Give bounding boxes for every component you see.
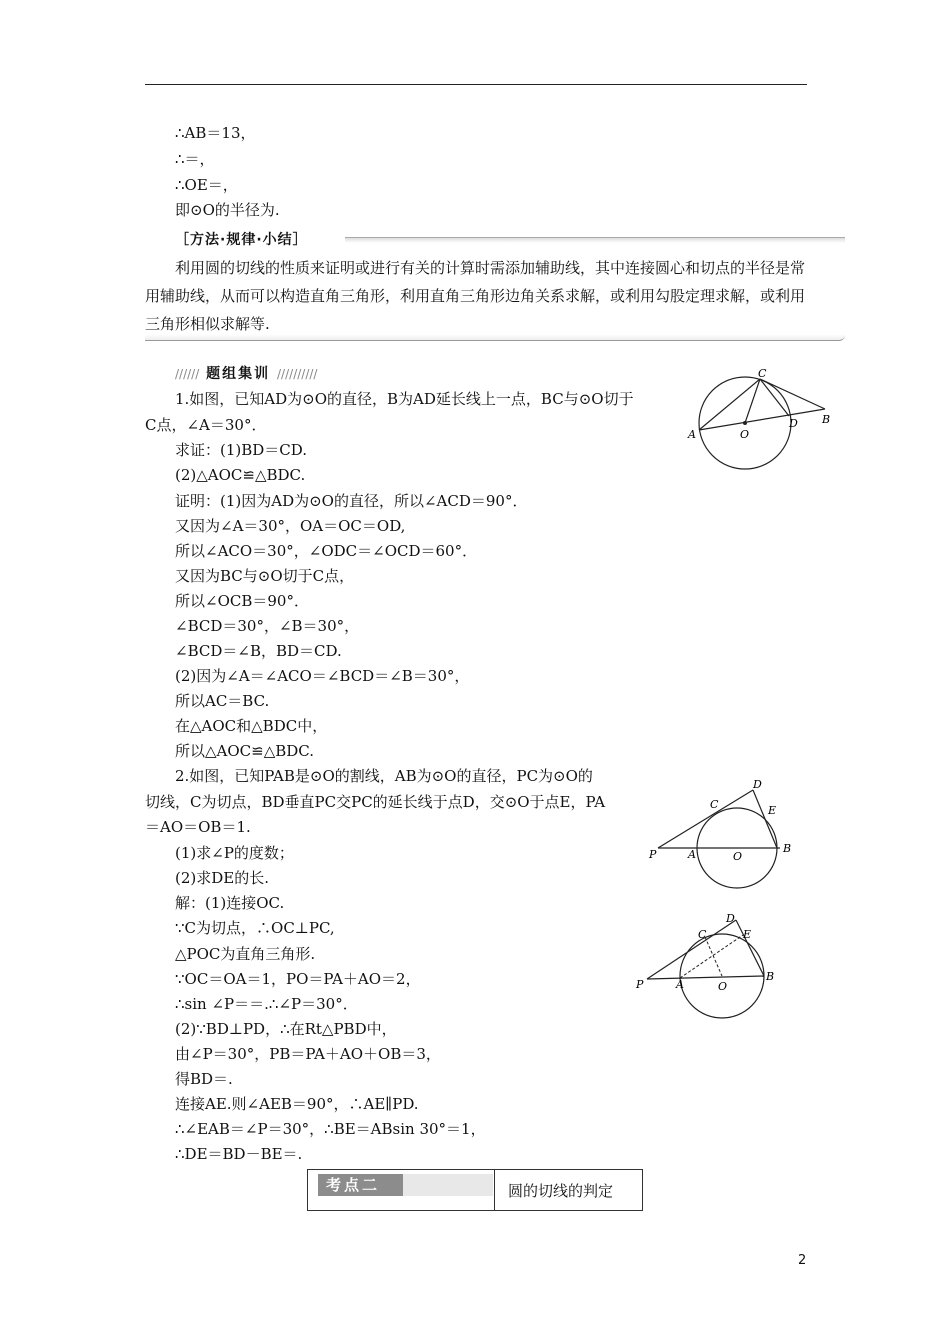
- line-db: [753, 790, 777, 848]
- p2-line: 得BD＝.: [175, 1070, 233, 1088]
- label-b: B: [766, 970, 775, 983]
- label-c: C: [758, 367, 767, 380]
- p1-stem-line2: C点，∠A＝30°．: [145, 416, 267, 434]
- label-d: D: [789, 417, 798, 430]
- p1-line: 所以∠OCB＝90°．: [175, 592, 309, 610]
- hatch-decor: //////: [175, 367, 200, 381]
- center-dot: [743, 421, 747, 425]
- p1-line: 所以∠ACO＝30°，∠ODC＝∠OCD＝60°．: [175, 542, 478, 560]
- p1-line: (2)△AOC≌△BDC.: [175, 466, 306, 484]
- header-rule: [145, 84, 807, 85]
- p2-line: (1)求∠P的度数；: [175, 844, 294, 862]
- label-a: A: [688, 428, 696, 441]
- label-o: O: [740, 428, 750, 441]
- label-b: B: [783, 842, 792, 855]
- line-cd: [760, 379, 789, 416]
- hatch-decor: //////////: [277, 367, 318, 381]
- label-d: D: [726, 912, 735, 925]
- p1-line: 又因为BC与⊙O切于C点，: [175, 567, 355, 585]
- figure-2-secant-tangent: [640, 770, 810, 895]
- secant-pab: [647, 976, 764, 979]
- kaodian-header: [307, 1169, 643, 1211]
- p1-line: 证明：(1)因为AD为⊙O的直径，所以∠ACD＝90°．: [175, 492, 528, 510]
- kaodian-shade: [403, 1174, 493, 1196]
- p2-line: ∵OC＝OA＝1，PO＝PA＋AO＝2，: [175, 970, 421, 988]
- group-title-text: 题组集训: [206, 366, 271, 382]
- figure-1-circle-tangent: [680, 365, 840, 475]
- p2-line: ∴sin ∠P＝＝.∴∠P＝30°．: [175, 995, 358, 1013]
- p2-stem-line1: 2.如图，已知PAB是⊙O的割线，AB为⊙O的直径，PC为⊙O的: [175, 767, 593, 785]
- kaodian-divider: [494, 1170, 495, 1210]
- label-c: C: [710, 798, 719, 811]
- label-e: E: [768, 804, 777, 817]
- p1-line: 求证：(1)BD＝CD.: [175, 441, 308, 459]
- label-o: O: [718, 980, 728, 993]
- top-line-2: ∴＝，: [175, 150, 215, 168]
- kaodian-tag: 考点二: [318, 1174, 406, 1196]
- kaodian-title: 圆的切线的判定: [508, 1182, 614, 1200]
- label-p: P: [649, 848, 657, 861]
- p2-line: △POC为直角三角形.: [175, 945, 316, 963]
- p2-line: ∴DE＝BD－BE＝.: [175, 1145, 303, 1163]
- tangent-bc: [760, 379, 825, 409]
- label-a: A: [676, 978, 684, 991]
- p1-line: (2)因为∠A＝∠ACO＝∠BCD＝∠B＝30°，: [175, 667, 470, 685]
- figure-2-solution: [630, 910, 790, 1025]
- dashed-oc: [705, 937, 722, 976]
- label-b: B: [822, 413, 831, 426]
- group-title: [175, 363, 317, 383]
- label-c: C: [698, 928, 707, 941]
- p2-line: 由∠P＝30°，PB＝PA＋AO＋OB＝3，: [175, 1045, 441, 1063]
- p1-line: 又因为∠A＝30°，OA＝OC＝OD,: [175, 517, 406, 535]
- banner-bottom-rule: [145, 334, 845, 341]
- p1-line: ∠BCD＝30°，∠B＝30°，: [175, 617, 360, 635]
- banner-decor-line: [345, 237, 845, 243]
- method-banner-label: ［方法·规律·小结］: [175, 232, 308, 248]
- p2-line: 解：(1)连接OC.: [175, 894, 285, 912]
- p2-line: (2)求DE的长.: [175, 869, 269, 887]
- p1-line: ∠BCD＝∠B，BD＝CD.: [175, 642, 342, 660]
- label-o: O: [733, 850, 743, 863]
- dashed-ae: [680, 935, 743, 978]
- label-p: P: [636, 978, 644, 991]
- tangent-pd: [647, 920, 736, 979]
- p1-line: 所以AC＝BC.: [175, 692, 270, 710]
- label-a: A: [688, 848, 696, 861]
- p1-line: 在△AOC和△BDC中，: [175, 717, 328, 735]
- top-line-3: ∴OE＝，: [175, 176, 238, 194]
- p2-line: (2)∵BD⊥PD，∴在Rt△PBD中，: [175, 1020, 397, 1038]
- tangent-pd: [658, 790, 753, 848]
- label-d: D: [753, 778, 762, 791]
- top-line-1: ∴AB＝13，: [175, 124, 256, 142]
- label-e: E: [743, 928, 752, 941]
- p2-line: 连接AE.则∠AEB＝90°，∴AE∥PD.: [175, 1095, 419, 1113]
- p2-stem-line3: ＝AO＝OB＝1.: [145, 818, 251, 836]
- p2-line: ∵C为切点，∴OC⊥PC,: [175, 919, 335, 937]
- method-banner: [145, 229, 845, 247]
- p2-line: ∴∠EAB＝∠P＝30°，∴BE＝ABsin 30°＝1，: [175, 1120, 486, 1138]
- p2-stem-line2: 切线，C为切点，BD垂直PC交PC的延长线于点D，交⊙O于点E，PA: [145, 793, 606, 811]
- p1-line: 所以△AOC≌△BDC.: [175, 742, 315, 760]
- method-summary-text: 利用圆的切线的性质来证明或进行有关的计算时需添加辅助线，其中连接圆心和切点的半径是常用辅助线，从而可以构造直角三角形，利用直角三角形边角关系求解，或利用勾股定理求解，或利用三角形相似求解等.: [145, 259, 806, 333]
- line-ab: [699, 409, 825, 430]
- top-line-4: 即⊙O的半径为.: [175, 201, 280, 219]
- p1-stem-line1: 1.如图，已知AD为⊙O的直径，B为AD延长线上一点，BC与⊙O切于: [175, 390, 634, 408]
- page-number: 2: [798, 1253, 807, 1268]
